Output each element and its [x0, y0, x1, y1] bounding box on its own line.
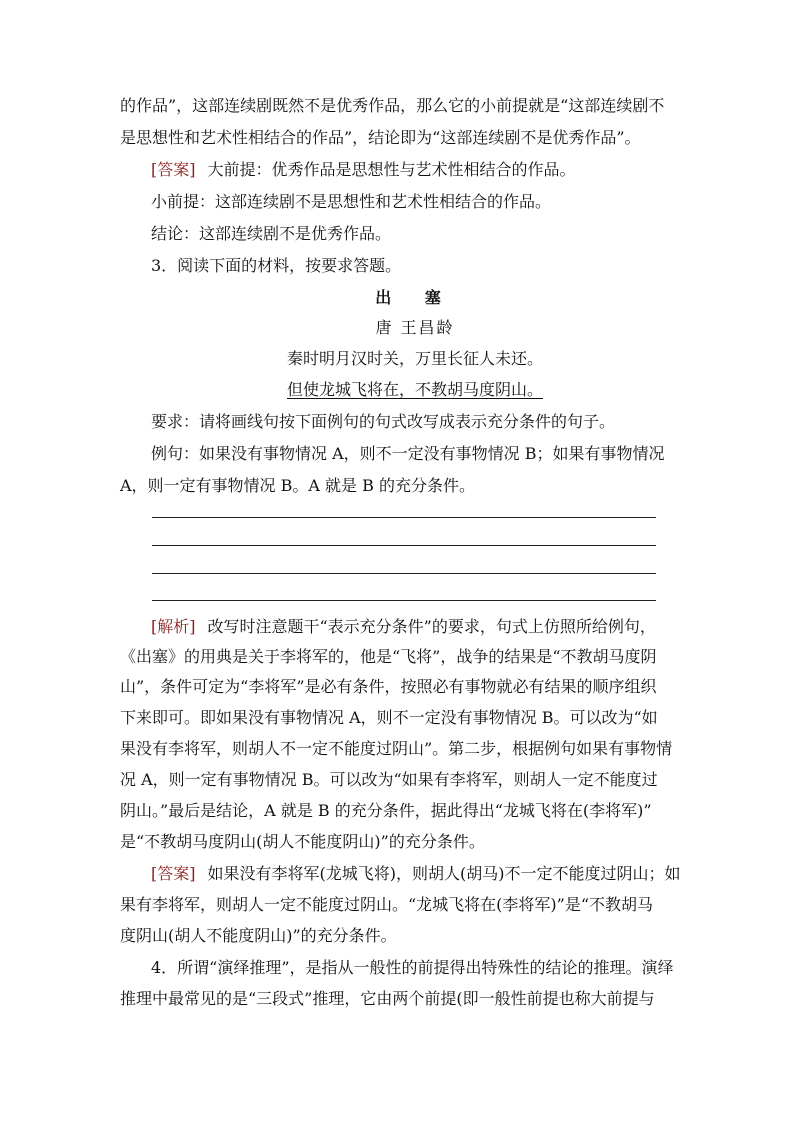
- analysis-line: 山”，条件可定为“李将军”是必有条件，按照必有事物就必有结果的顺序组织: [120, 677, 657, 696]
- answer-line: [151, 160, 680, 180]
- analysis-text: 改写时注意题干“表示充分条件”的要求，句式上仿照所给例句，: [207, 617, 656, 636]
- analysis-line: 阴山。”最后是结论，A 就是 B 的充分条件，据此得出“龙城飞将在(李将军)”: [120, 801, 652, 820]
- poem-title: 出 塞: [375, 288, 455, 307]
- body-text-line: 是思想性和艺术性相结合的作品”，结论即为“这部连续剧不是优秀作品”。: [120, 128, 641, 147]
- poem-line-underlined: 但使龙城飞将在，不教胡马度阴山。: [286, 380, 543, 399]
- answer-line: 结论：这部连续剧不是优秀作品。: [151, 224, 392, 243]
- answer-line: [151, 864, 680, 884]
- answer-blank-line[interactable]: [152, 600, 656, 601]
- answer-line: 果有李将军，则胡人一定不能度过阴山。“龙城飞将在(李将军)”是“不教胡马: [120, 895, 654, 914]
- poem-author: 唐 王昌龄: [375, 318, 455, 337]
- analysis-line: 是“不教胡马度阴山(胡人不能度阴山)”的充分条件。: [120, 832, 485, 851]
- answer-line: 度阴山(胡人不能度阴山)”的充分条件。: [120, 926, 397, 945]
- requirement-text: 要求：请将画线句按下面例句的句式改写成表示充分条件的句子。: [151, 412, 616, 431]
- analysis-line: 下来即可。即如果没有事物情况 A，则不一定没有事物情况 B。可以改为“如: [120, 708, 658, 727]
- analysis-line: 况 A，则一定有事物情况 B。可以改为“如果有李将军，则胡人一定不能度过: [120, 770, 658, 789]
- poem-line: 秦时明月汉时关，万里长征人未还。: [286, 349, 543, 368]
- answer-text: 如果没有李将军(龙城飞将)，则胡人(胡马)不一定不能度过阴山；如: [207, 864, 681, 883]
- analysis-tag: [解析]: [151, 617, 196, 636]
- analysis-line: [151, 617, 680, 637]
- answer-tag: [答案]: [151, 160, 196, 179]
- example-text-line: 例句：如果没有事物情况 A，则不一定没有事物情况 B；如果有事物情况: [151, 444, 665, 463]
- answer-blank-line[interactable]: [152, 573, 656, 574]
- answer-blank-line[interactable]: [152, 517, 656, 518]
- question-heading: 3．阅读下面的材料，按要求答题。: [151, 256, 402, 275]
- answer-tag: [答案]: [151, 864, 196, 883]
- analysis-line: 《出塞》的用典是关于李将军的，他是“飞将”，战争的结果是“不教胡马度阴: [120, 647, 657, 666]
- answer-text: 大前提：优秀作品是思想性与艺术性相结合的作品。: [207, 160, 576, 179]
- answer-line: 小前提：这部连续剧不是思想性和艺术性相结合的作品。: [151, 192, 552, 211]
- answer-blank-line[interactable]: [152, 545, 656, 546]
- example-text-line: A，则一定有事物情况 B。A 就是 B 的充分条件。: [120, 476, 475, 495]
- body-text-line: 的作品”，这部连续剧既然不是优秀作品，那么它的小前提就是“这部连续剧不: [120, 96, 665, 115]
- body-text-line: 推理中最常见的是“三段式”推理，它由两个前提(即一般性前提也称大前提与: [120, 989, 655, 1008]
- analysis-line: 果没有李将军，则胡人不一定不能度过阴山”。第二步，根据例句如果有事物情: [120, 739, 673, 758]
- question-heading: 4．所谓“演绎推理”，是指从一般性的前提得出特殊性的结论的推理。演绎: [151, 958, 674, 977]
- poem-line-wrapper: [120, 380, 710, 400]
